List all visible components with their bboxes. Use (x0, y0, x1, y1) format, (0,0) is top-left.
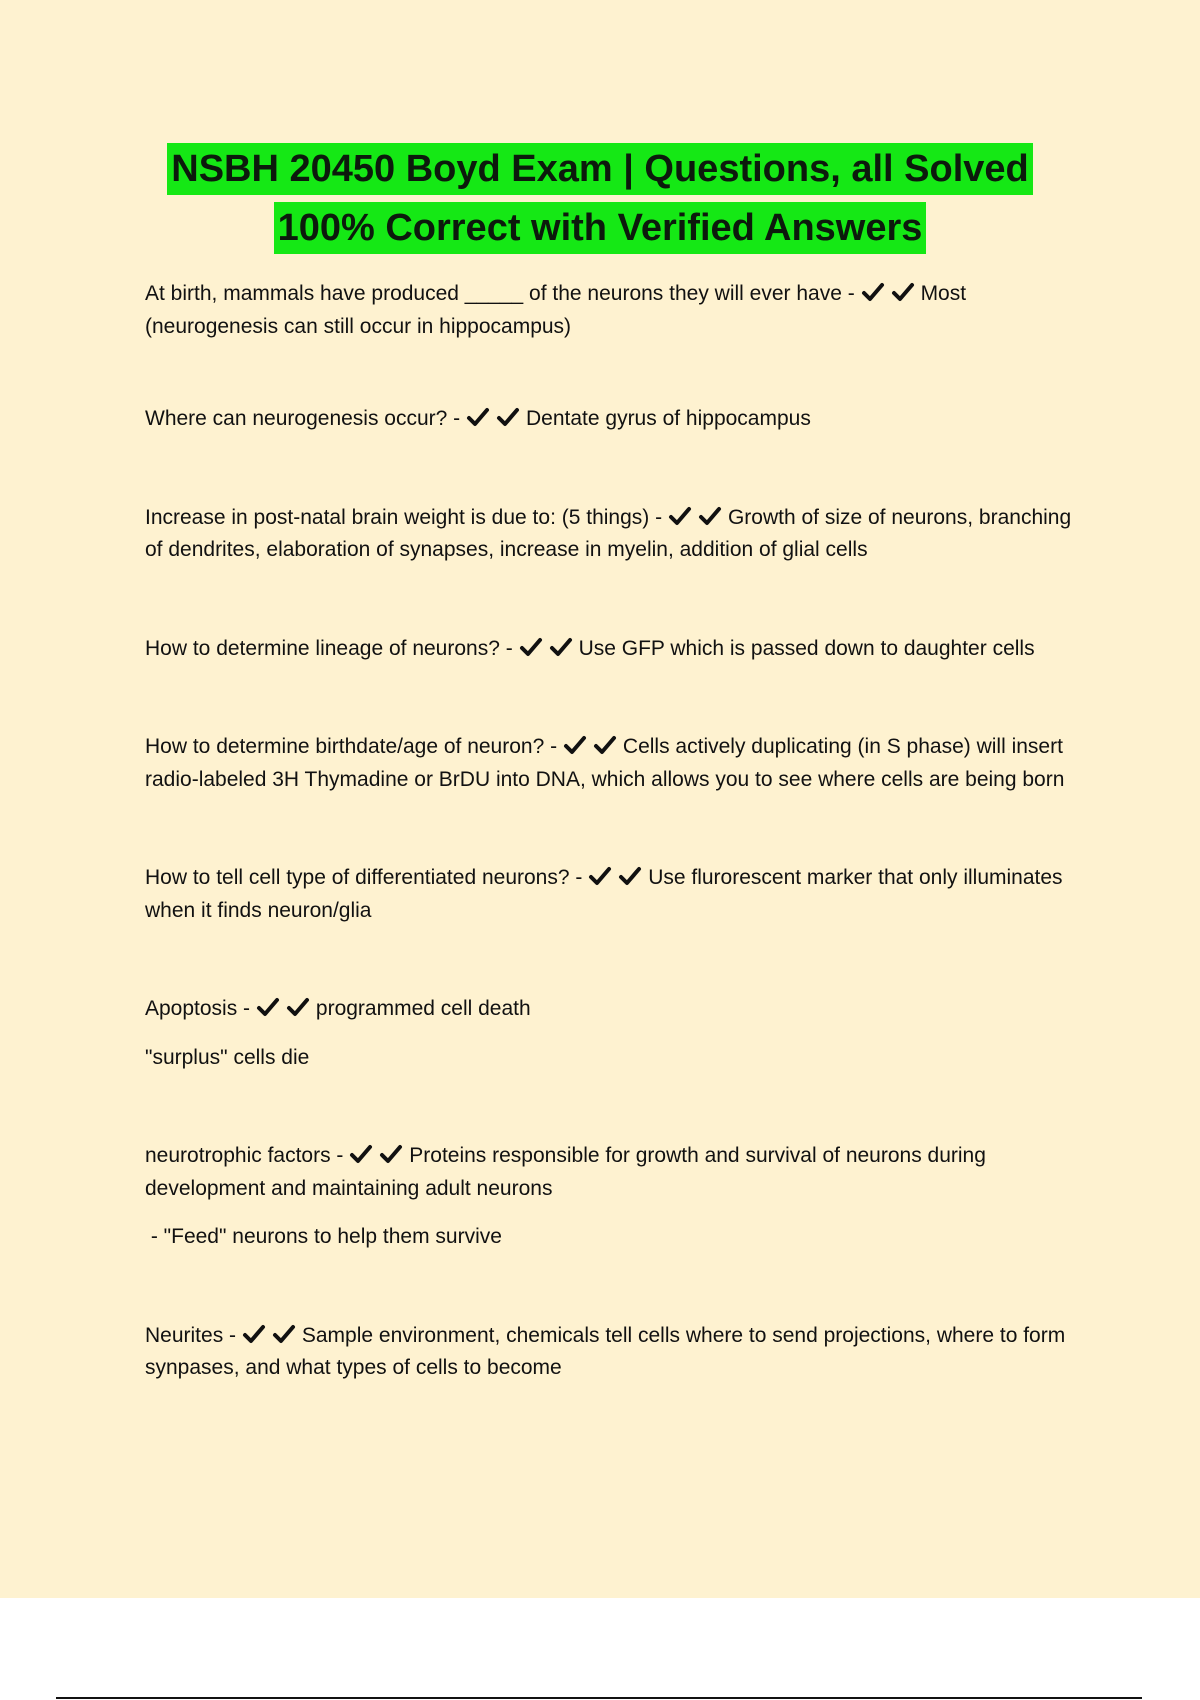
double-check-icon (588, 862, 648, 895)
question-text: How to determine lineage of neurons? - (145, 636, 519, 660)
answer-text: Most (neurogenesis can still occur in hippocampus) (145, 282, 967, 338)
question-text: Apoptosis - (145, 997, 256, 1020)
title-line-1: NSBH 20450 Boyd Exam | Questions, all Solved (167, 143, 1033, 195)
document-title (0, 140, 1200, 258)
qa-item (145, 278, 1090, 343)
check-icon (349, 1144, 373, 1164)
check-icon (242, 1324, 266, 1344)
double-check-icon (242, 1320, 302, 1353)
answer-text: Use flurorescent marker that only illuminates when it finds neuron/glia (145, 866, 1063, 922)
double-check-icon (668, 502, 728, 535)
check-icon (861, 282, 885, 302)
answer-note: "surplus" cells die (145, 1045, 310, 1069)
qa-item (145, 633, 1090, 666)
check-icon (588, 866, 612, 886)
double-check-icon (861, 278, 921, 311)
qa-item (145, 1140, 1090, 1254)
check-icon (379, 1144, 403, 1164)
answer-text: Dentate gyrus of hippocampus (526, 407, 811, 430)
check-icon (698, 506, 722, 526)
qa-list (145, 278, 1090, 1385)
qa-item (145, 403, 1090, 436)
qa-item (145, 1320, 1090, 1385)
footer-divider (56, 1697, 1142, 1699)
question-text: Increase in post-natal brain weight is due to: (5 things) - (145, 505, 668, 529)
answer-text: Cells actively duplicating (in S phase) will insert radio-labeled 3H Thymadine or BrDU into DNA, which allows you to see where cells are being born (145, 735, 1065, 791)
double-check-icon (256, 993, 316, 1026)
answer-text: programmed cell death (315, 997, 531, 1020)
qa-item (145, 731, 1090, 796)
check-icon (668, 506, 692, 526)
question-text: neurotrophic factors - (145, 1144, 350, 1167)
double-check-icon (563, 731, 623, 764)
question-text: At birth, mammals have produced _____ of the neurons they will ever have - (145, 282, 861, 305)
answer-text: Use GFP which is passed down to daughter cells (578, 636, 1035, 660)
answer-note: - "Feed" neurons to help them survive (145, 1225, 502, 1248)
qa-item (145, 993, 1090, 1074)
question-text: Neurites - (145, 1323, 242, 1347)
answer-text: Sample environment, chemicals tell cells where to send projections, where to form synpases, and what types of cells to become (145, 1323, 1066, 1379)
double-check-icon (466, 403, 526, 436)
double-check-icon (519, 633, 579, 666)
question-text: Where can neurogenesis occur? - (145, 407, 466, 430)
question-text: How to determine birthdate/age of neuron? - (145, 735, 563, 758)
question-text: How to tell cell type of differentiated neurons? - (145, 866, 589, 889)
check-icon (563, 735, 587, 755)
check-icon (496, 407, 520, 427)
check-icon (618, 866, 642, 886)
answer-text: Growth of size of neurons, branching of dendrites, elaboration of synapses, increase in myelin, addition of glial cells (145, 505, 1072, 561)
qa-item (145, 502, 1090, 567)
check-icon (519, 637, 543, 657)
qa-item (145, 862, 1090, 927)
check-icon (891, 282, 915, 302)
check-icon (549, 637, 573, 657)
check-icon (272, 1324, 296, 1344)
check-icon (256, 997, 280, 1017)
answer-text: Proteins responsible for growth and survival of neurons during development and maintaining adult neurons (145, 1144, 986, 1200)
title-line-2: 100% Correct with Verified Answers (274, 202, 927, 254)
check-icon (286, 997, 310, 1017)
check-icon (593, 735, 617, 755)
check-icon (466, 407, 490, 427)
double-check-icon (349, 1140, 409, 1173)
